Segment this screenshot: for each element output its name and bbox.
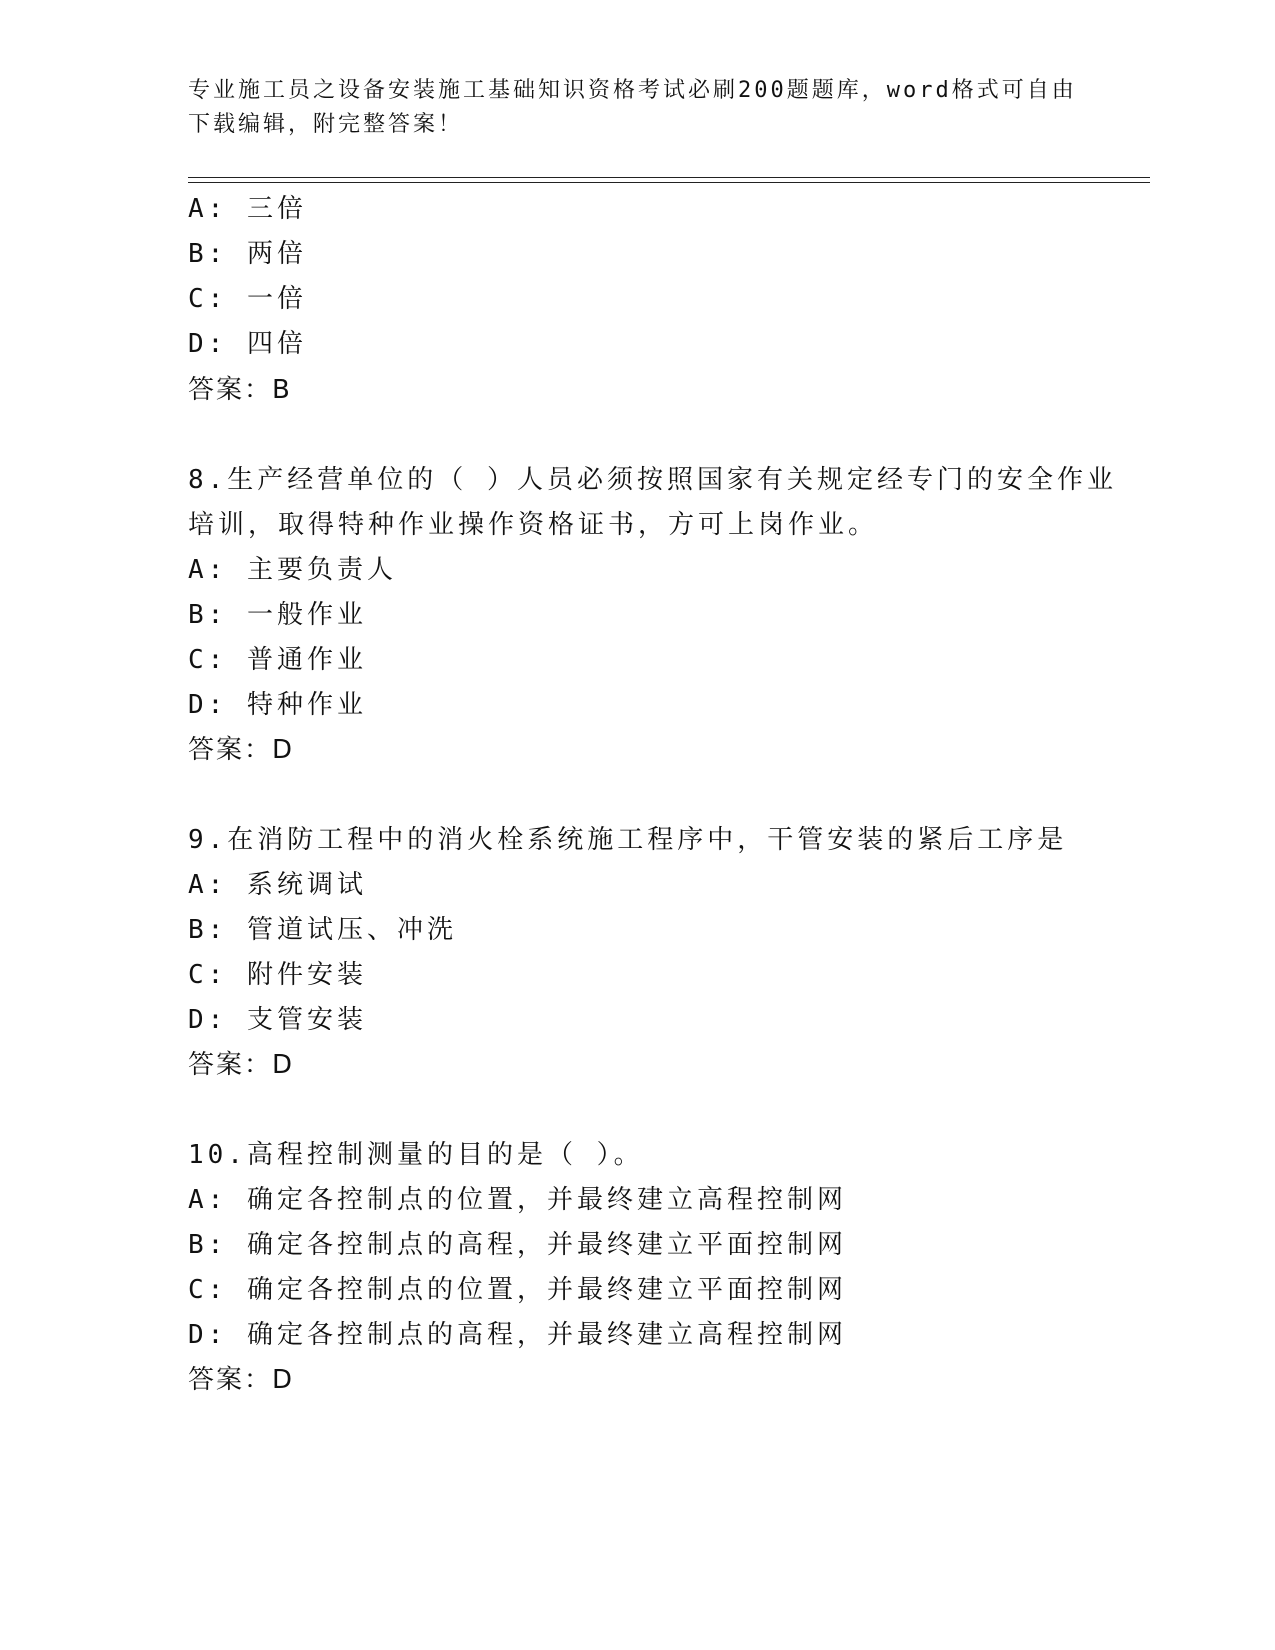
q7-answer: 答案：B	[188, 375, 292, 405]
q10-option-b: B: 确定各控制点的高程，并最终建立平面控制网	[188, 1230, 847, 1260]
q7-option-b: B: 两倍	[188, 239, 307, 269]
header-line-1: 专业施工员之设备安装施工基础知识资格考试必刷200题题库，word格式可自由	[188, 78, 1077, 103]
q8-stem-line-2: 培训，取得特种作业操作资格证书，方可上岗作业。	[188, 510, 879, 540]
q10-option-c: C: 确定各控制点的位置，并最终建立平面控制网	[188, 1275, 847, 1305]
q8-answer: 答案：D	[188, 735, 295, 765]
document-header	[188, 74, 1088, 142]
q10-option-a: A: 确定各控制点的位置，并最终建立高程控制网	[188, 1185, 847, 1215]
q10-stem: 10.高程控制测量的目的是（ ）。	[188, 1140, 644, 1170]
q8-option-c: C: 普通作业	[188, 645, 367, 675]
q8-stem-line-1: 8.生产经营单位的（ ）人员必须按照国家有关规定经专门的安全作业	[188, 465, 1117, 495]
q9-answer: 答案：D	[188, 1050, 295, 1080]
header-divider-bottom	[188, 182, 1150, 183]
q8-option-b: B: 一般作业	[188, 600, 367, 630]
q10-option-d: D: 确定各控制点的高程，并最终建立高程控制网	[188, 1320, 847, 1350]
q7-option-c: C: 一倍	[188, 284, 307, 314]
q9-option-c: C: 附件安装	[188, 960, 367, 990]
q8-option-a: A: 主要负责人	[188, 555, 397, 585]
q9-option-b: B: 管道试压、冲洗	[188, 915, 457, 945]
q7-option-a: A: 三倍	[188, 194, 307, 224]
q9-option-d: D: 支管安装	[188, 1005, 367, 1035]
q9-option-a: A: 系统调试	[188, 870, 367, 900]
q7-option-d: D: 四倍	[188, 329, 307, 359]
q8-option-d: D: 特种作业	[188, 690, 367, 720]
q9-stem: 9.在消防工程中的消火栓系统施工程序中，干管安装的紧后工序是	[188, 825, 1068, 855]
header-line-2: 下载编辑，附完整答案！	[188, 112, 464, 137]
q10-answer: 答案：D	[188, 1365, 295, 1395]
header-divider-top	[188, 177, 1150, 178]
